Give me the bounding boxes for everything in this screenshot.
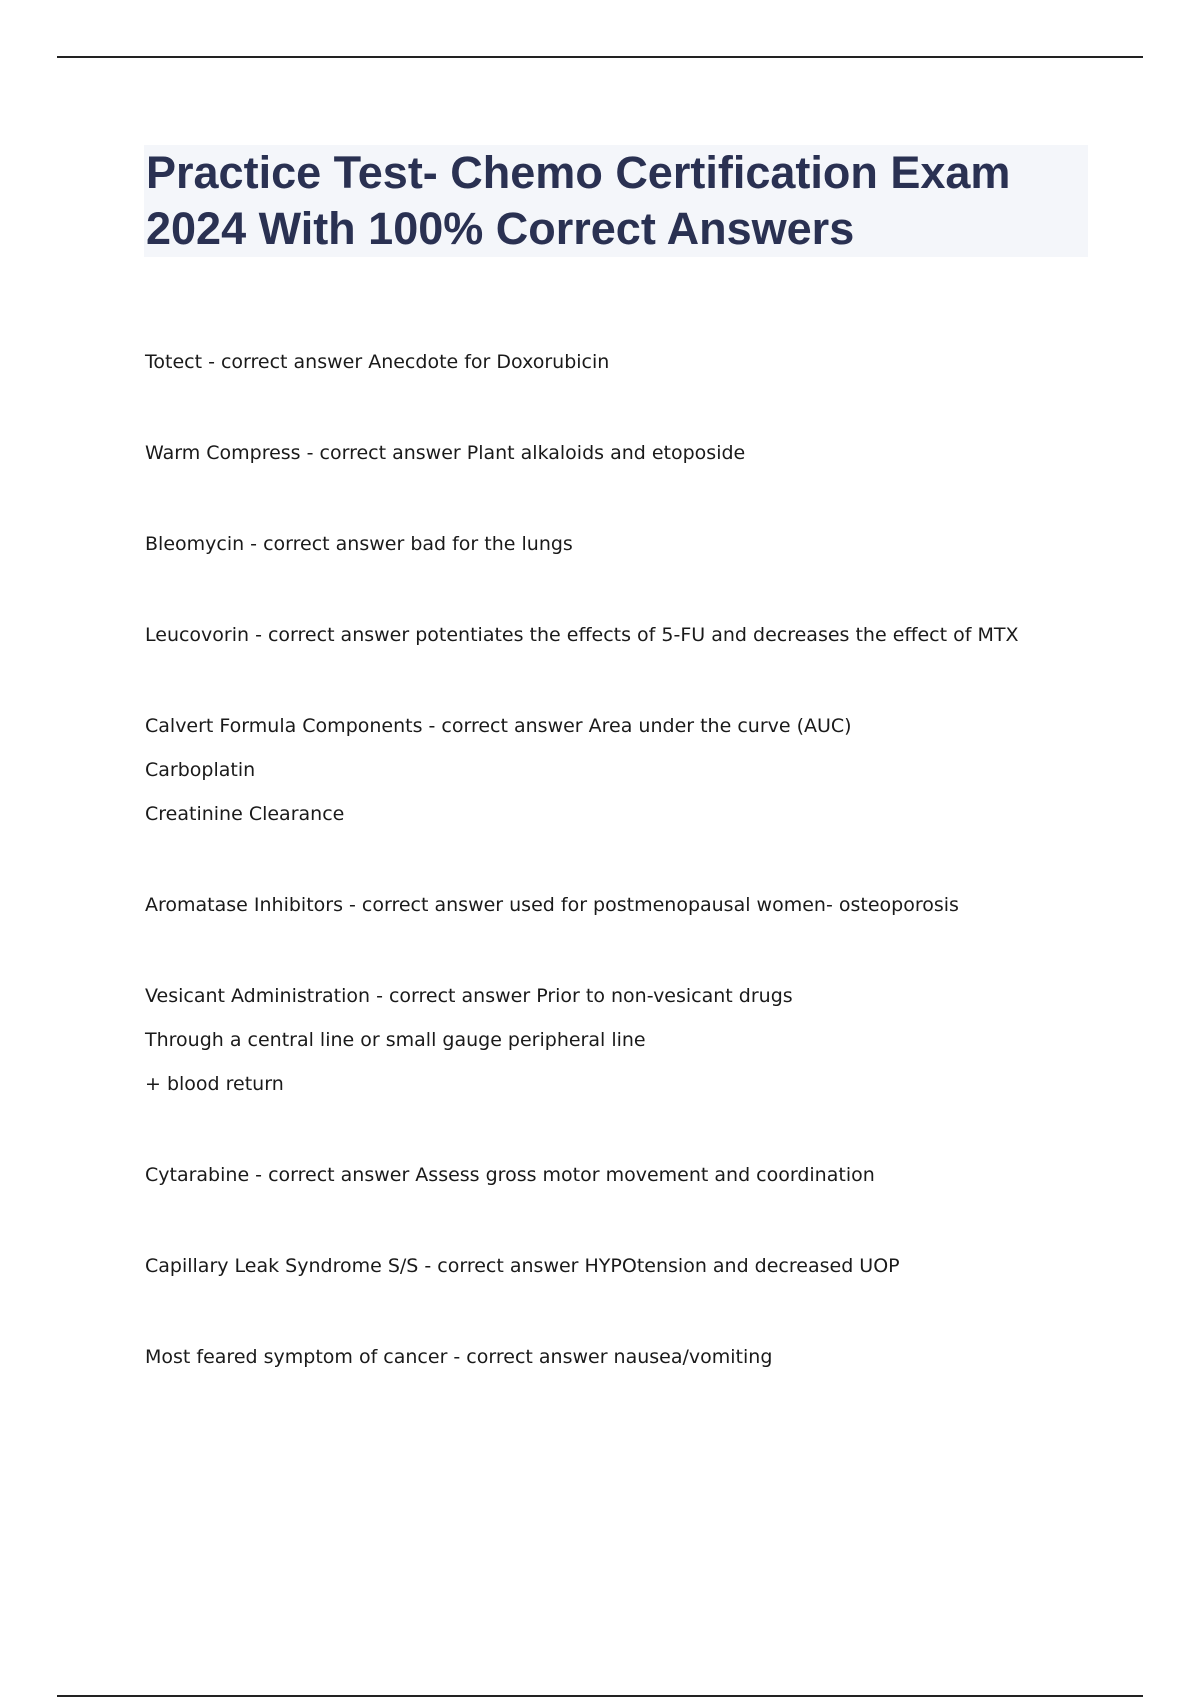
- qa-line: Warm Compress - correct answer Plant alkaloids and etoposide: [145, 442, 746, 464]
- qa-item: [145, 340, 1105, 384]
- qa-line: Leucovorin - correct answer potentiates the effects of 5-FU and decreases the effect of MTX: [145, 624, 1019, 646]
- qa-line: Creatinine Clearance: [145, 803, 345, 825]
- qa-item: [145, 431, 1105, 475]
- qa-line: Totect - correct answer Anecdote for Doxorubicin: [145, 351, 610, 373]
- qa-line: Vesicant Administration - correct answer Prior to non-vesicant drugs: [145, 985, 793, 1007]
- qa-line: Capillary Leak Syndrome S/S - correct answer HYPOtension and decreased UOP: [145, 1255, 900, 1277]
- qa-line: Carboplatin: [145, 759, 256, 781]
- qa-item: [145, 1335, 1105, 1379]
- qa-line: Cytarabine - correct answer Assess gross motor movement and coordination: [145, 1164, 875, 1186]
- top-divider: [57, 56, 1143, 58]
- qa-item: [145, 1153, 1105, 1197]
- document-title: Practice Test- Chemo Certification Exam 2024 With 100% Correct Answers: [146, 147, 1011, 254]
- qa-line: Calvert Formula Components - correct answer Area under the curve (AUC): [145, 715, 852, 737]
- qa-line: Most feared symptom of cancer - correct answer nausea/vomiting: [145, 1346, 773, 1368]
- qa-line: + blood return: [145, 1073, 284, 1095]
- qa-line: Bleomycin - correct answer bad for the lungs: [145, 533, 573, 555]
- bottom-divider: [57, 1695, 1143, 1697]
- qa-line: Aromatase Inhibitors - correct answer used for postmenopausal women- osteoporosis: [145, 894, 959, 916]
- qa-item: [145, 522, 1105, 566]
- qa-item: [145, 974, 1105, 1106]
- qa-item: [145, 704, 1105, 836]
- qa-line: Through a central line or small gauge peripheral line: [145, 1029, 646, 1051]
- title-block: [144, 145, 1088, 257]
- qa-list: [145, 340, 1105, 1426]
- qa-item: [145, 613, 1105, 657]
- qa-item: [145, 1244, 1105, 1288]
- qa-item: [145, 883, 1105, 927]
